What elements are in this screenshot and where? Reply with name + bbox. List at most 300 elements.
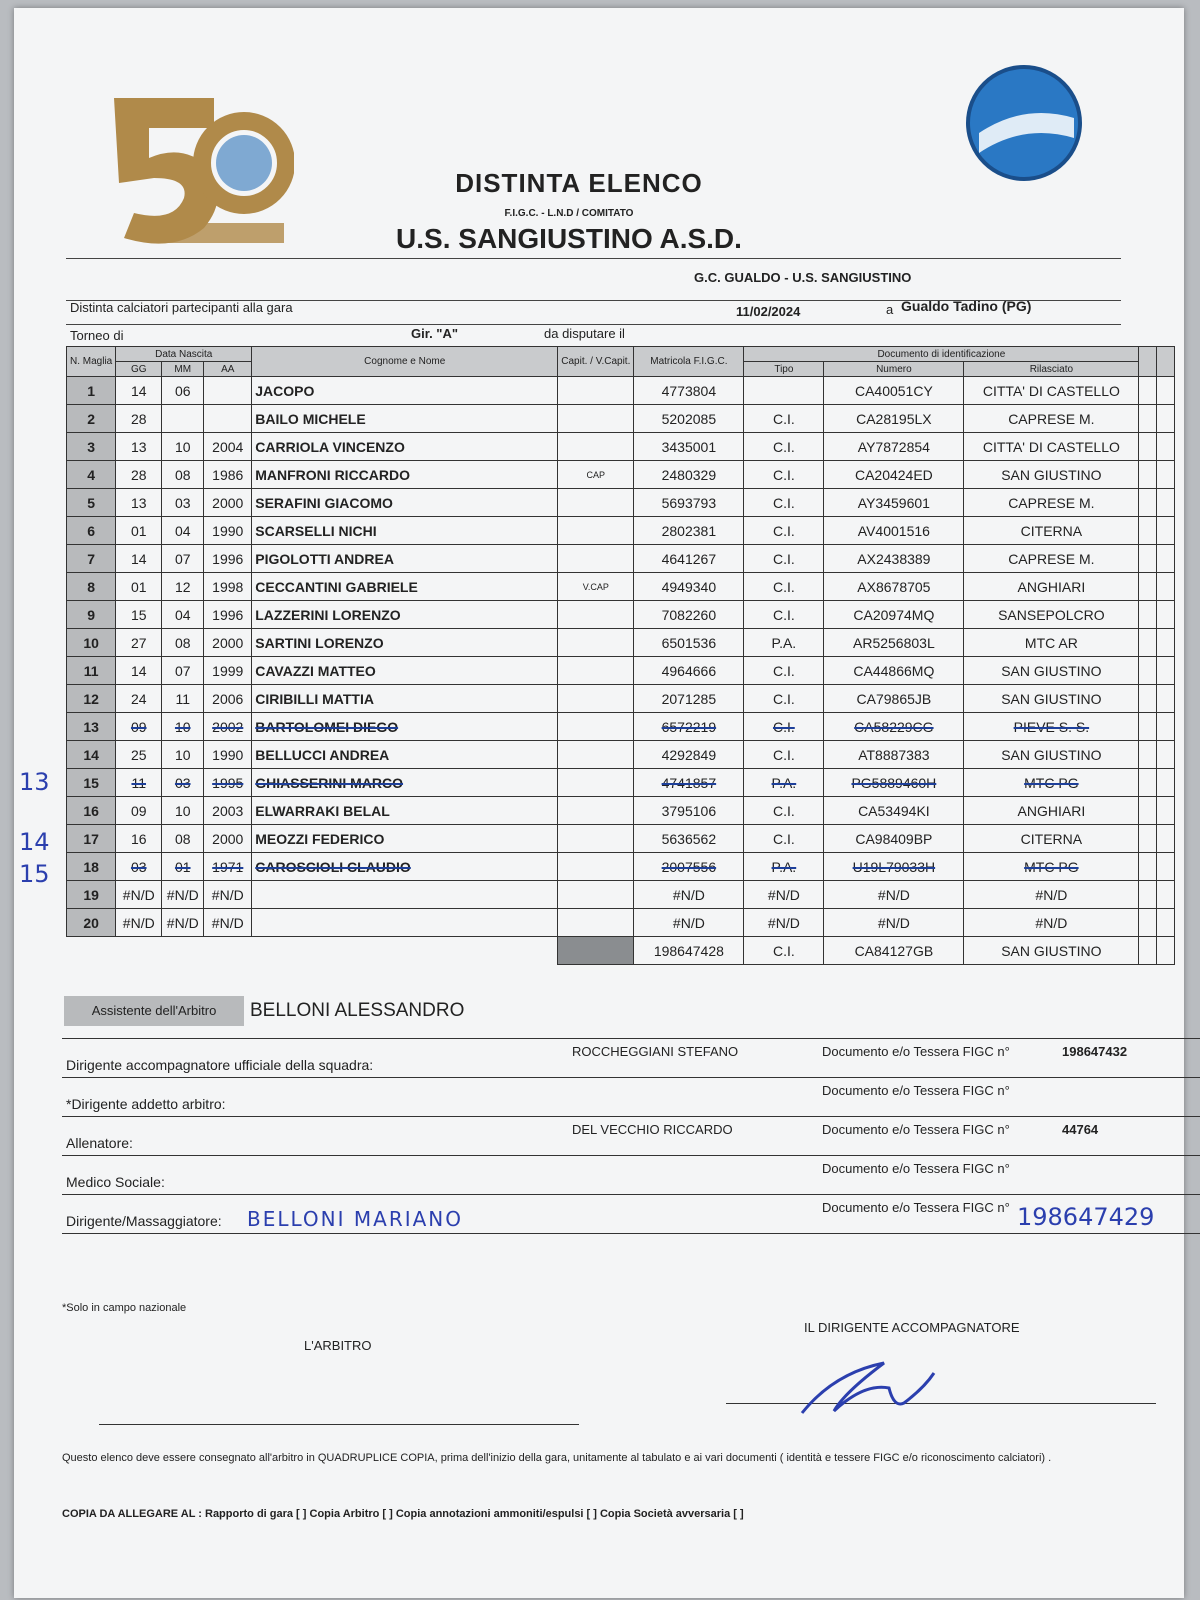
birth-day: 15 [116, 601, 162, 629]
assistant-row [67, 937, 1175, 965]
header-role: Capit. / V.Capit. [558, 347, 634, 377]
birth-day: 14 [116, 545, 162, 573]
blank-cell [1139, 517, 1157, 545]
player-name: CIRIBILLI MATTIA [252, 685, 558, 713]
staff-label: Medico Sociale: [66, 1174, 165, 1190]
table-row [67, 741, 1175, 769]
birth-day: 14 [116, 377, 162, 405]
date-label: da disputare il [544, 326, 625, 341]
birth-month: #N/D [162, 881, 204, 909]
blank-cell [1157, 797, 1175, 825]
doc-number: AX2438389 [824, 545, 964, 573]
captain-role: CAP [558, 461, 634, 489]
doc-type: C.I. [744, 461, 824, 489]
birth-year: 1996 [204, 545, 252, 573]
player-name: MANFRONI RICCARDO [252, 461, 558, 489]
birth-month: #N/D [162, 909, 204, 937]
blank-cell [1139, 573, 1157, 601]
blank-cell [1157, 377, 1175, 405]
table-row [67, 377, 1175, 405]
blank-cell [1157, 601, 1175, 629]
doc-number: AR5256803L [824, 629, 964, 657]
doc-number: AY3459601 [824, 489, 964, 517]
issued-by: SANSEPOLCRO [964, 601, 1139, 629]
doc-number: CA40051CY [824, 377, 964, 405]
staff-doc-number: 198647432 [1062, 1044, 1128, 1059]
national-note: *Solo in campo nazionale [62, 1302, 187, 1314]
birth-month: 08 [162, 629, 204, 657]
player-name: CAVAZZI MATTEO [252, 657, 558, 685]
birth-month: 01 [162, 853, 204, 881]
captain-role [558, 909, 634, 937]
blank-cell [1157, 489, 1175, 517]
issued-by: SAN GIUSTINO [964, 461, 1139, 489]
blank-cell [1157, 573, 1175, 601]
tournament-label: Torneo di [70, 328, 124, 343]
table-row [67, 909, 1175, 937]
birth-month: 04 [162, 601, 204, 629]
issued-by: SAN GIUSTINO [964, 685, 1139, 713]
captain-role [558, 741, 634, 769]
birth-day: 28 [116, 461, 162, 489]
birth-year: 2004 [204, 433, 252, 461]
doc-number: AV4001516 [824, 517, 964, 545]
birth-day: 11 [116, 769, 162, 797]
captain-role [558, 685, 634, 713]
doc-type: C.I. [744, 433, 824, 461]
blank-cell [1139, 909, 1157, 937]
jersey-number: 7 [67, 545, 116, 573]
table-row [67, 797, 1175, 825]
birth-month: 03 [162, 489, 204, 517]
assistant-numero: CA84127GB [824, 937, 964, 965]
staff-row [62, 1195, 1200, 1234]
handwritten-number: 15 [19, 860, 50, 888]
captain-role [558, 797, 634, 825]
birth-year: 2002 [204, 713, 252, 741]
matricola: 4292849 [634, 741, 744, 769]
doc-number: CA58229CG [824, 713, 964, 741]
blank-cell [1157, 685, 1175, 713]
player-name [252, 881, 558, 909]
staff-doc-label: Documento e/o Tessera FIGC n° [822, 1122, 1010, 1137]
doc-type: C.I. [744, 685, 824, 713]
table-row [67, 657, 1175, 685]
matricola: 3795106 [634, 797, 744, 825]
matricola: 4741857 [634, 769, 744, 797]
birth-year: 1996 [204, 601, 252, 629]
blank-cell [1139, 769, 1157, 797]
header-name: Cognome e Nome [252, 347, 558, 377]
document-sheet [14, 8, 1184, 1598]
staff-doc-label: Documento e/o Tessera FIGC n° [822, 1044, 1010, 1059]
issued-by: CAPRESE M. [964, 489, 1139, 517]
doc-type: P.A. [744, 629, 824, 657]
doc-number: CA44866MQ [824, 657, 964, 685]
doc-type: C.I. [744, 573, 824, 601]
captain-role [558, 629, 634, 657]
match-label: Distinta calciatori partecipanti alla gara [70, 300, 293, 315]
blank-cell [1157, 433, 1175, 461]
attachment-checklist: COPIA DA ALLEGARE AL : Rapporto di gara [ ] Copia Arbitro [ ] Copia annotazioni ammoniti/espulsi [ ] Copia Società avversaria [ ] [62, 1508, 744, 1520]
player-name: GHIASSERINI MARCO [252, 769, 558, 797]
birth-year: 1971 [204, 853, 252, 881]
referee-signature-label: L'ARBITRO [304, 1338, 372, 1353]
copy-instructions: Questo elenco deve essere consegnato all'arbitro in QUADRUPLICE COPIA, prima dell'inizio della gara, unitamente al tabulato e ai vari documenti ( identità e tessere FIGC e/o riconoscimento calciatori) . [62, 1452, 1052, 1464]
birth-year: 2000 [204, 629, 252, 657]
table-row [67, 517, 1175, 545]
player-name: JACOPO [252, 377, 558, 405]
player-name [252, 909, 558, 937]
header-birth: Data Nascita [116, 347, 252, 362]
doc-number: CA20424ED [824, 461, 964, 489]
staff-row [62, 1078, 1200, 1117]
blank-cell [1139, 685, 1157, 713]
doc-number: AX8678705 [824, 573, 964, 601]
birth-month: 10 [162, 741, 204, 769]
birth-day: 27 [116, 629, 162, 657]
staff-label: Dirigente/Massaggiatore: [66, 1213, 222, 1229]
matricola: 7082260 [634, 601, 744, 629]
doc-number: CA28195LX [824, 405, 964, 433]
doc-number: CA79865JB [824, 685, 964, 713]
issued-by: #N/D [964, 909, 1139, 937]
captain-role [558, 769, 634, 797]
birth-month: 12 [162, 573, 204, 601]
handwritten-number: 13 [19, 768, 50, 796]
issued-by: ANGHIARI [964, 573, 1139, 601]
captain-role [558, 825, 634, 853]
doc-number: PG5889460H [824, 769, 964, 797]
birth-month: 10 [162, 713, 204, 741]
table-row [67, 825, 1175, 853]
doc-type: C.I. [744, 489, 824, 517]
staff-value: DEL VECCHIO RICCARDO [572, 1122, 733, 1137]
doc-type: C.I. [744, 825, 824, 853]
birth-month: 07 [162, 657, 204, 685]
birth-year [204, 377, 252, 405]
birth-year [204, 405, 252, 433]
captain-role: V.CAP [558, 573, 634, 601]
birth-month: 07 [162, 545, 204, 573]
blank-cell [1139, 741, 1157, 769]
blank-cell [1139, 629, 1157, 657]
birth-month: 04 [162, 517, 204, 545]
blank-cell [1157, 909, 1175, 937]
club-crest-icon [964, 63, 1084, 183]
jersey-number: 14 [67, 741, 116, 769]
captain-role [558, 657, 634, 685]
staff-row [62, 1038, 1200, 1078]
jersey-number: 12 [67, 685, 116, 713]
doc-type: C.I. [744, 741, 824, 769]
birth-day: 16 [116, 825, 162, 853]
player-name: BARTOLOMEI DIEGO [252, 713, 558, 741]
player-name: SERAFINI GIACOMO [252, 489, 558, 517]
issued-by: CITTA' DI CASTELLO [964, 377, 1139, 405]
blank-cell [1139, 377, 1157, 405]
birth-day: #N/D [116, 909, 162, 937]
issued-by: ANGHIARI [964, 797, 1139, 825]
staff-label: Allenatore: [66, 1135, 133, 1151]
doc-type: C.I. [744, 657, 824, 685]
birth-day: 13 [116, 489, 162, 517]
blank-cell [1139, 601, 1157, 629]
birth-year: 1998 [204, 573, 252, 601]
assistant-tipo: C.I. [744, 937, 824, 965]
birth-month: 08 [162, 461, 204, 489]
matricola: 2480329 [634, 461, 744, 489]
staff-row [62, 1156, 1200, 1195]
doc-number: #N/D [824, 909, 964, 937]
match-teams: G.C. GUALDO - U.S. SANGIUSTINO [694, 270, 912, 285]
blank-cell [1139, 433, 1157, 461]
blank-cell [1157, 881, 1175, 909]
captain-role [558, 601, 634, 629]
doc-number: U19L79033H [824, 853, 964, 881]
issued-by: MTC AR [964, 629, 1139, 657]
staff-row [62, 1117, 1200, 1156]
jersey-number: 10 [67, 629, 116, 657]
jersey-number: 11 [67, 657, 116, 685]
blank-cell [1157, 405, 1175, 433]
birth-month [162, 405, 204, 433]
blank-cell [1139, 825, 1157, 853]
blank-cell [1157, 713, 1175, 741]
birth-year: 1999 [204, 657, 252, 685]
matricola: #N/D [634, 909, 744, 937]
doc-type: C.I. [744, 517, 824, 545]
doc-type: C.I. [744, 545, 824, 573]
captain-role [558, 853, 634, 881]
header-matricola: Matricola F.I.G.C. [634, 347, 744, 377]
header-gg: GG [116, 362, 162, 377]
birth-day: 01 [116, 517, 162, 545]
birth-month: 06 [162, 377, 204, 405]
birth-month: 11 [162, 685, 204, 713]
issued-by: PIEVE S. S. [964, 713, 1139, 741]
assistant-rilasciato: SAN GIUSTINO [964, 937, 1139, 965]
header-rilasciato: Rilasciato [964, 362, 1139, 377]
issued-by: MTC PG [964, 853, 1139, 881]
header-aa: AA [204, 362, 252, 377]
birth-month: 08 [162, 825, 204, 853]
header-mm: MM [162, 362, 204, 377]
blank-cell [1157, 741, 1175, 769]
blank-cell [1157, 769, 1175, 797]
assistant-label: Assistente dell'Arbitro [64, 996, 244, 1026]
birth-month: 03 [162, 769, 204, 797]
issued-by: #N/D [964, 881, 1139, 909]
birth-year: 2003 [204, 797, 252, 825]
doc-type [744, 377, 824, 405]
table-row [67, 713, 1175, 741]
blank-cell [1139, 797, 1157, 825]
player-name: CECCANTINI GABRIELE [252, 573, 558, 601]
blank-cell [1139, 489, 1157, 517]
jersey-number: 4 [67, 461, 116, 489]
doc-type: C.I. [744, 601, 824, 629]
captain-role [558, 713, 634, 741]
captain-role [558, 545, 634, 573]
issued-by: SAN GIUSTINO [964, 657, 1139, 685]
blank-cell [1157, 853, 1175, 881]
matricola: 5693793 [634, 489, 744, 517]
blank-cell [1157, 517, 1175, 545]
player-name: SCARSELLI NICHI [252, 517, 558, 545]
table-row [67, 461, 1175, 489]
jersey-number: 17 [67, 825, 116, 853]
jersey-number: 13 [67, 713, 116, 741]
place-prefix: a [886, 302, 894, 317]
birth-year: 2006 [204, 685, 252, 713]
matricola: 6572219 [634, 713, 744, 741]
captain-role [558, 405, 634, 433]
jersey-number: 19 [67, 881, 116, 909]
assistant-name: BELLONI ALESSANDRO [250, 1000, 465, 1021]
player-name: CARRIOLA VINCENZO [252, 433, 558, 461]
birth-year: 1990 [204, 741, 252, 769]
blank-cell [1139, 405, 1157, 433]
birth-day: 14 [116, 657, 162, 685]
issued-by: CITERNA [964, 825, 1139, 853]
matricola: 5636562 [634, 825, 744, 853]
matricola: 4949340 [634, 573, 744, 601]
jersey-number: 9 [67, 601, 116, 629]
birth-day: 09 [116, 713, 162, 741]
header-doc: Documento di identificazione [744, 347, 1139, 362]
doc-type: P.A. [744, 853, 824, 881]
doc-type: C.I. [744, 713, 824, 741]
blank-cell [1157, 545, 1175, 573]
table-row [67, 545, 1175, 573]
matricola: 4964666 [634, 657, 744, 685]
staff-doc-label: Documento e/o Tessera FIGC n° [822, 1200, 1010, 1215]
issued-by: CITERNA [964, 517, 1139, 545]
captain-role [558, 377, 634, 405]
matricola: #N/D [634, 881, 744, 909]
blank-cell [1139, 881, 1157, 909]
doc-number: CA98409BP [824, 825, 964, 853]
group-label: Gir. "A" [411, 326, 459, 341]
staff-value: BELLONI MARIANO [247, 1207, 464, 1231]
blank-cell [1139, 713, 1157, 741]
team-name: U.S. SANGIUSTINO A.S.D. [396, 223, 742, 254]
document-title: DISTINTA ELENCO [455, 168, 703, 198]
table-row [67, 601, 1175, 629]
jersey-number: 8 [67, 573, 116, 601]
staff-section [62, 1038, 1200, 1234]
staff-doc-number: 44764 [1062, 1122, 1099, 1137]
doc-type: #N/D [744, 881, 824, 909]
player-name: MEOZZI FEDERICO [252, 825, 558, 853]
matricola: 4641267 [634, 545, 744, 573]
table-row [67, 573, 1175, 601]
staff-doc-number: 198647429 [1017, 1203, 1155, 1231]
blank-cell [1139, 545, 1157, 573]
matricola: 2071285 [634, 685, 744, 713]
staff-doc-label: Documento e/o Tessera FIGC n° [822, 1083, 1010, 1098]
doc-number: #N/D [824, 881, 964, 909]
blank-cell [1139, 853, 1157, 881]
table-row [67, 629, 1175, 657]
jersey-number: 18 [67, 853, 116, 881]
doc-type: #N/D [744, 909, 824, 937]
matricola: 2007556 [634, 853, 744, 881]
birth-month: 10 [162, 433, 204, 461]
player-name: BELLUCCI ANDREA [252, 741, 558, 769]
captain-role [558, 489, 634, 517]
staff-label: Dirigente accompagnatore ufficiale della squadra: [66, 1057, 374, 1073]
doc-type: C.I. [744, 797, 824, 825]
table-row [67, 881, 1175, 909]
birth-day: 01 [116, 573, 162, 601]
birth-year: 2000 [204, 489, 252, 517]
table-row [67, 685, 1175, 713]
birth-month: 10 [162, 797, 204, 825]
header-tipo: Tipo [744, 362, 824, 377]
referee-signature-line [99, 1424, 579, 1425]
birth-year: 1995 [204, 769, 252, 797]
match-place: Gualdo Tadino (PG) [901, 298, 1032, 314]
table-row [67, 433, 1175, 461]
table-header-row [67, 347, 1175, 362]
blank-cell [1139, 461, 1157, 489]
player-name: PIGOLOTTI ANDREA [252, 545, 558, 573]
birth-day: 09 [116, 797, 162, 825]
birth-year: 2000 [204, 825, 252, 853]
table-row [67, 853, 1175, 881]
birth-day: 13 [116, 433, 162, 461]
manager-signature-icon [794, 1353, 954, 1423]
matricola: 3435001 [634, 433, 744, 461]
jersey-number: 16 [67, 797, 116, 825]
doc-number: CA53494KI [824, 797, 964, 825]
issued-by: CAPRESE M. [964, 545, 1139, 573]
captain-role [558, 881, 634, 909]
doc-number: CA20974MQ [824, 601, 964, 629]
birth-day: 28 [116, 405, 162, 433]
assistant-matricola: 198647428 [634, 937, 744, 965]
matricola: 5202085 [634, 405, 744, 433]
jersey-number: 2 [67, 405, 116, 433]
issued-by: SAN GIUSTINO [964, 741, 1139, 769]
birth-day: 24 [116, 685, 162, 713]
matricola: 2802381 [634, 517, 744, 545]
birth-year: #N/D [204, 909, 252, 937]
jersey-number: 20 [67, 909, 116, 937]
birth-year: 1990 [204, 517, 252, 545]
blank-cell [1157, 629, 1175, 657]
player-name: ELWARRAKI BELAL [252, 797, 558, 825]
staff-label: *Dirigente addetto arbitro: [66, 1096, 226, 1112]
matricola: 6501536 [634, 629, 744, 657]
players-table [66, 346, 1175, 965]
blank-cell [1157, 657, 1175, 685]
blank-cell [1139, 657, 1157, 685]
handwritten-number: 14 [19, 828, 50, 856]
blank-cell [1157, 825, 1175, 853]
jersey-number: 6 [67, 517, 116, 545]
issued-by: CITTA' DI CASTELLO [964, 433, 1139, 461]
player-name: LAZZERINI LORENZO [252, 601, 558, 629]
doc-type: P.A. [744, 769, 824, 797]
blank-cell [1157, 461, 1175, 489]
org-line: F.I.G.C. - L.N.D / COMITATO [504, 208, 634, 219]
player-name: CAROSCIOLI CLAUDIO [252, 853, 558, 881]
header-n-maglia: N. Maglia [67, 347, 116, 377]
player-name: SARTINI LORENZO [252, 629, 558, 657]
